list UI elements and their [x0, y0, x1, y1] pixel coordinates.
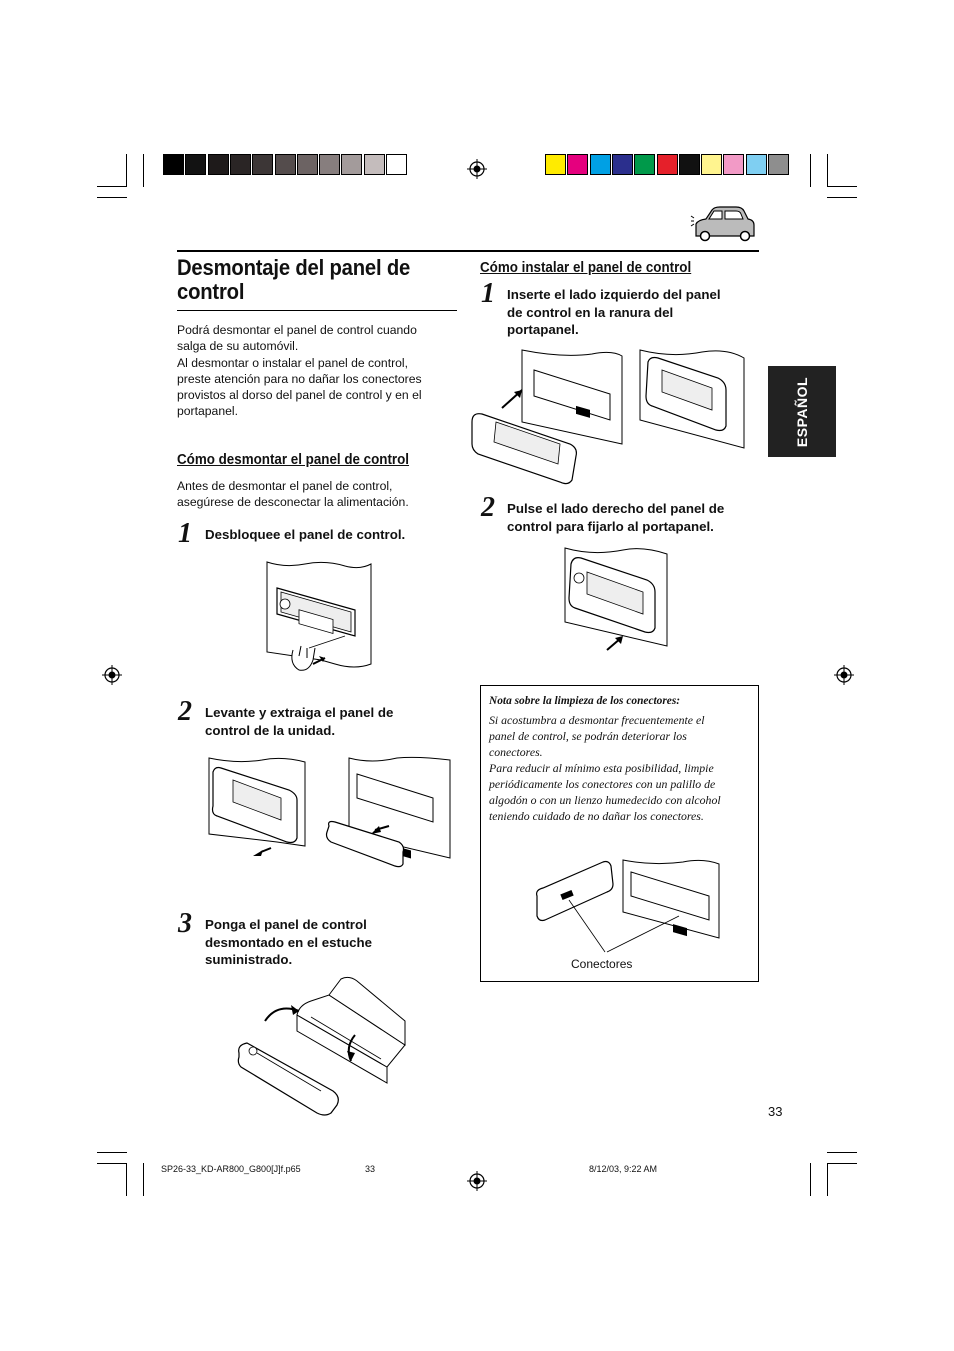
- step-text: Pulse el lado derecho del panel de control para fijarlo al portapanel.: [507, 501, 725, 534]
- step-text: Ponga el panel de control desmontado en el estuche suministrado.: [205, 917, 372, 968]
- registration-mark-icon: [834, 665, 854, 685]
- step-number: 1: [178, 518, 192, 549]
- page-title: Desmontaje del panel de control: [177, 255, 411, 304]
- color-swatch: [768, 154, 789, 175]
- color-swatch: [612, 154, 633, 175]
- install-heading: Cómo instalar el panel de control: [480, 260, 692, 276]
- carrying-case-illustration: [237, 975, 409, 1117]
- color-swatch: [230, 154, 251, 175]
- remove-panel-illustration: [207, 756, 452, 868]
- step-text: Desbloquee el panel de control.: [205, 527, 406, 542]
- color-swatch: [275, 154, 296, 175]
- footer-page: 33: [365, 1164, 376, 1174]
- color-swatch: [679, 154, 700, 175]
- color-swatch: [319, 154, 340, 175]
- unlock-panel-illustration: [265, 560, 375, 685]
- step-number: 3: [178, 908, 192, 939]
- step-text: Inserte el lado izquierdo del panel de control en la ranura del portapanel.: [507, 287, 721, 338]
- color-swatch: [386, 154, 407, 175]
- intro-text: Podrá desmontar el panel de control cuando salga de su automóvil. Al desmontar o instalar el panel de control, preste atención para no dañar los conectores provistos al dorso del panel de control y en el portapanel.: [177, 323, 422, 419]
- color-swatch: [208, 154, 229, 175]
- color-swatch: [634, 154, 655, 175]
- connectors-illustration: [533, 856, 723, 956]
- color-swatch: [252, 154, 273, 175]
- color-swatch: [657, 154, 678, 175]
- color-swatch: [590, 154, 611, 175]
- header-rule: [177, 250, 759, 252]
- note-box: [480, 685, 759, 982]
- language-label: ESPAÑOL: [794, 376, 810, 447]
- footer-date: 8/12/03, 9:22 AM: [589, 1164, 658, 1174]
- color-swatch: [746, 154, 767, 175]
- step-number: 2: [178, 696, 192, 727]
- color-swatch: [364, 154, 385, 175]
- remove-heading: Cómo desmontar el panel de control: [177, 452, 410, 468]
- step-number: 2: [481, 492, 495, 523]
- color-swatch: [723, 154, 744, 175]
- color-swatch: [701, 154, 722, 175]
- registration-mark-icon: [102, 665, 122, 685]
- note-title: Nota sobre la limpieza de los conectores:: [489, 695, 681, 707]
- insert-panel-illustration: [472, 348, 748, 488]
- title-underline: [177, 310, 457, 311]
- note-text: Si acostumbra a desmontar frecuentemente el panel de control, se podrán deteriorar los conectores. Para reducir al mínimo esta posibilidad, limpie periódicamente los conectores con un palillo de algodón o con un lienzo humedecido con alcohol teniendo cuidado de no dañar los conectores.: [489, 713, 721, 823]
- language-tab: [768, 366, 836, 457]
- registration-mark-icon: [467, 1171, 487, 1191]
- footer-file: SP26-33_KD-AR800_G800[J]f.p65: [161, 1164, 301, 1174]
- car-icon: [690, 202, 758, 244]
- color-swatch: [185, 154, 206, 175]
- remove-intro: Antes de desmontar el panel de control, asegúrese de desconectar la alimentación.: [177, 479, 409, 510]
- registration-mark-icon: [467, 159, 487, 179]
- step-number: 1: [481, 278, 495, 309]
- color-swatch: [341, 154, 362, 175]
- connector-label: Conectores: [571, 957, 633, 971]
- push-panel-illustration: [563, 546, 669, 650]
- color-swatch: [163, 154, 184, 175]
- color-swatch: [297, 154, 318, 175]
- color-swatch: [567, 154, 588, 175]
- color-swatch: [545, 154, 566, 175]
- step-text: Levante y extraiga el panel de control de la unidad.: [205, 705, 394, 738]
- page-number: 33: [768, 1104, 783, 1119]
